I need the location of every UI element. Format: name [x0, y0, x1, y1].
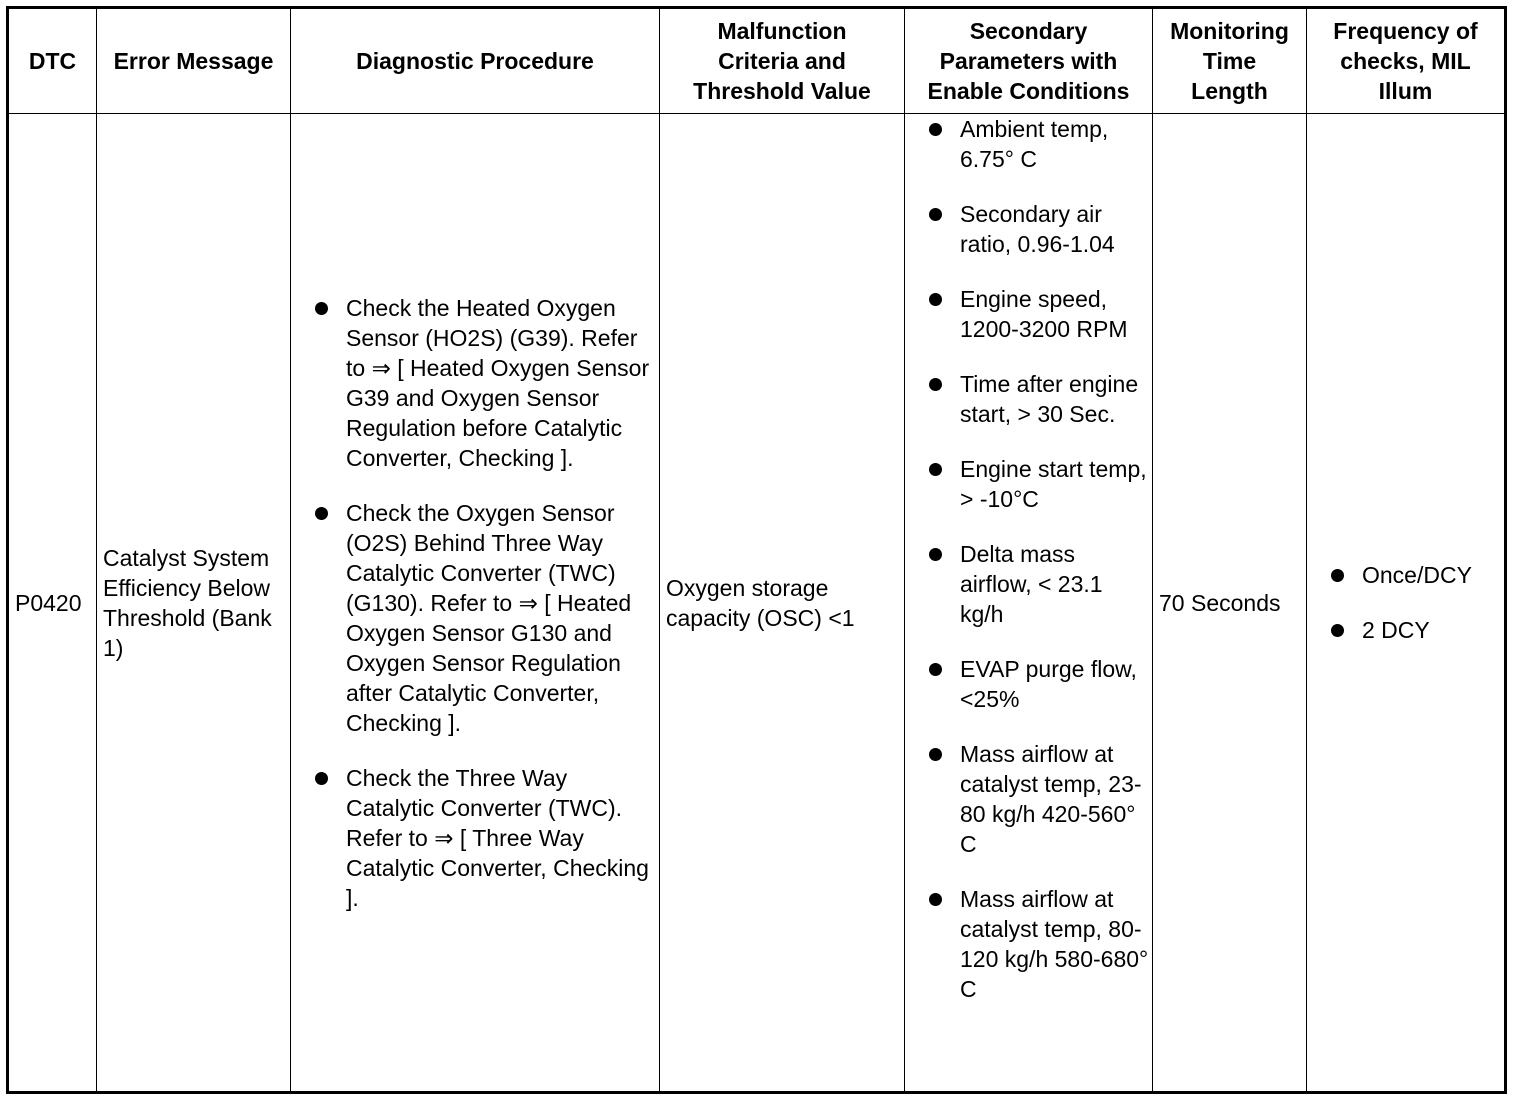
- diagnostic-step: Check the Three Way Catalytic Converter (TWC). Refer to ⇒ [ Three Way Catalytic Converter, Checking ].: [291, 763, 651, 913]
- diagnostic-step: Check the Oxygen Sensor (O2S) Behind Three Way Catalytic Converter (TWC) (G130). Refer to ⇒ [ Heated Oxygen Sensor G130 and Oxygen Sensor Regulation after Catalytic Converter, Checking ].: [291, 498, 651, 738]
- error-message-cell: Catalyst System Efficiency Below Threshold (Bank 1): [97, 114, 291, 1093]
- dtc-table-container: [6, 6, 1506, 1094]
- header-monitoring-time: Monitoring Time Length: [1153, 8, 1307, 114]
- frequency-item: Once/DCY: [1307, 560, 1504, 590]
- header-secondary-parameters: Secondary Parameters with Enable Conditions: [905, 8, 1153, 114]
- secondary-parameters-list: [905, 114, 1152, 1004]
- header-dtc: DTC: [8, 8, 97, 114]
- frequency-item: 2 DCY: [1307, 615, 1504, 645]
- malfunction-criteria-cell: Oxygen storage capacity (OSC) <1: [660, 114, 905, 1093]
- monitoring-time-cell: 70 Seconds: [1153, 114, 1307, 1093]
- secondary-parameter: Secondary air ratio, 0.96-1.04: [905, 199, 1152, 259]
- diagnostic-procedure-list: [291, 293, 659, 913]
- secondary-parameter: Mass airflow at catalyst temp, 80-120 kg/h 580-680° C: [905, 884, 1152, 1004]
- frequency-cell: [1307, 114, 1506, 1093]
- secondary-parameter: EVAP purge flow, <25%: [905, 654, 1152, 714]
- secondary-parameter: Delta mass airflow, < 23.1 kg/h: [905, 539, 1152, 629]
- diagnostic-procedure-cell: [291, 114, 660, 1093]
- secondary-parameter: Mass airflow at catalyst temp, 23-80 kg/h 420-560° C: [905, 739, 1152, 859]
- header-frequency: Frequency of checks, MIL Illum: [1307, 8, 1506, 114]
- frequency-list: [1307, 560, 1504, 645]
- secondary-parameter: Engine start temp, > -10°C: [905, 454, 1152, 514]
- header-malfunction-criteria: Malfunction Criteria and Threshold Value: [660, 8, 905, 114]
- table-row: [8, 114, 1506, 1093]
- diagnostic-step: Check the Heated Oxygen Sensor (HO2S) (G39). Refer to ⇒ [ Heated Oxygen Sensor G39 and Oxygen Sensor Regulation before Catalytic Converter, Checking ].: [291, 293, 651, 473]
- secondary-parameter: Engine speed, 1200-3200 RPM: [905, 284, 1152, 344]
- secondary-parameters-cell: [905, 114, 1153, 1093]
- header-row: [8, 8, 1506, 114]
- dtc-code-cell: P0420: [8, 114, 97, 1093]
- secondary-parameter: Ambient temp, 6.75° C: [905, 114, 1152, 174]
- secondary-parameter: Time after engine start, > 30 Sec.: [905, 369, 1152, 429]
- dtc-table: [6, 6, 1507, 1094]
- header-error-message: Error Message: [97, 8, 291, 114]
- header-diagnostic-procedure: Diagnostic Procedure: [291, 8, 660, 114]
